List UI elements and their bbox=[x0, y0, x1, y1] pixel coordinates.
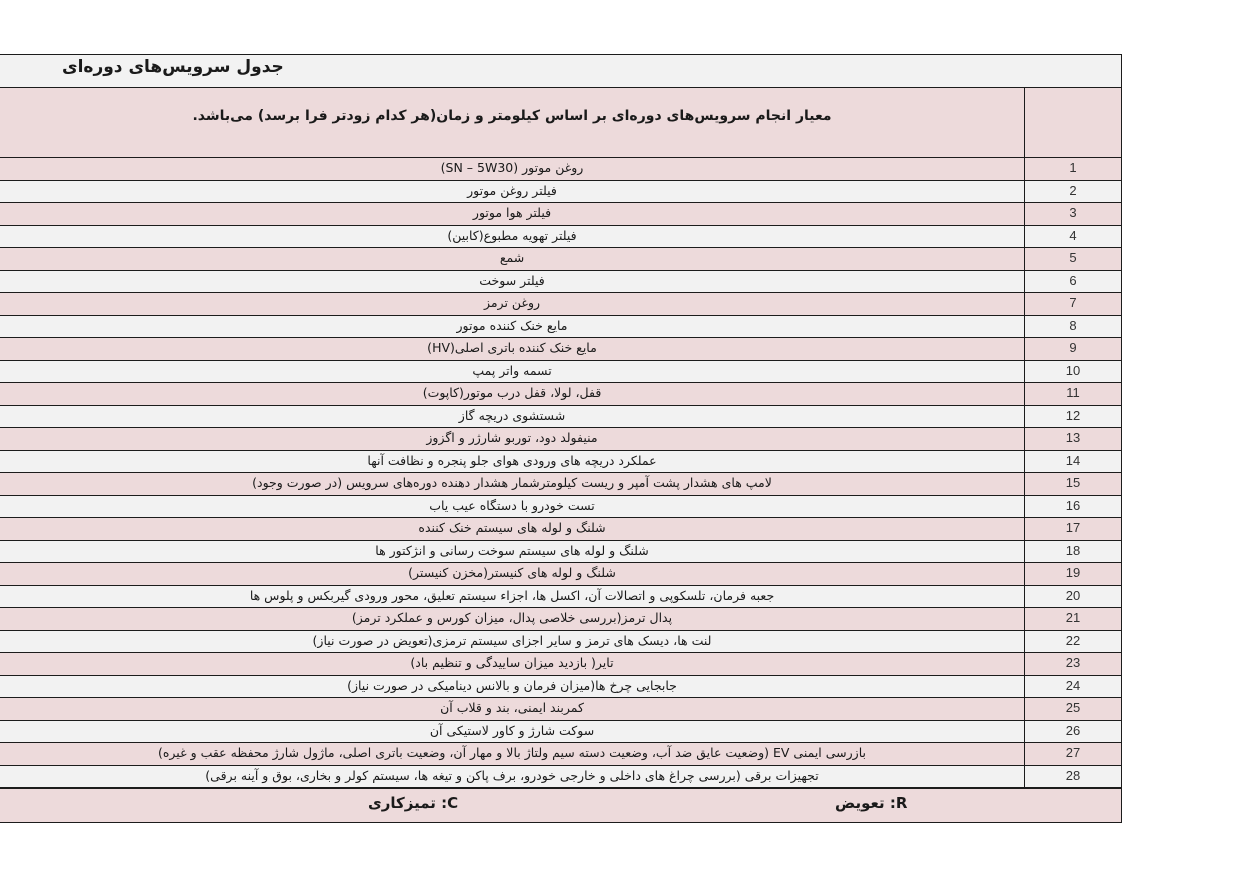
row-number: 26 bbox=[1024, 721, 1121, 743]
table-row bbox=[0, 698, 1121, 721]
row-number: 6 bbox=[1024, 271, 1121, 293]
row-number: 14 bbox=[1024, 451, 1121, 473]
service-item: تجهیزات برقی (بررسی چراغ های داخلی و خارجی خودرو، برف پاکن و تیغه ها، سیستم کولر و بخاری، بوق و آینه برقی) bbox=[205, 767, 819, 783]
table-row bbox=[0, 181, 1121, 204]
row-number: 15 bbox=[1024, 473, 1121, 495]
service-item: سوکت شارژ و کاور لاستیکی آن bbox=[429, 722, 595, 738]
row-number: 20 bbox=[1024, 586, 1121, 608]
table-header-row bbox=[0, 88, 1121, 158]
table-row bbox=[0, 406, 1121, 429]
row-number: 19 bbox=[1024, 563, 1121, 585]
row-number: 3 bbox=[1024, 203, 1121, 225]
service-item: فیلتر سوخت bbox=[479, 272, 545, 288]
service-item: منیفولد دود، توربو شارژر و اگزوز bbox=[426, 430, 598, 445]
service-item: مایع خنک کننده باتری اصلی(HV) bbox=[427, 340, 597, 355]
row-number: 18 bbox=[1024, 541, 1121, 563]
table-row bbox=[0, 586, 1121, 609]
service-item: بازرسی ایمنی EV (وضعیت عایق ضد آب، وضعیت دسته سیم ولتاژ بالا و مهار آن، وضعیت باتری اصلی، ماژول شارژ محفظه عقب و غیره) bbox=[157, 745, 867, 760]
table-row bbox=[0, 203, 1121, 226]
row-number: 28 bbox=[1024, 766, 1121, 788]
service-item: شلنگ و لوله های سیستم سوخت رسانی و انژکتور ها bbox=[375, 542, 649, 558]
row-number: 10 bbox=[1024, 361, 1121, 383]
service-item: شلنگ و لوله های سیستم خنک کننده bbox=[418, 520, 606, 535]
table-row bbox=[0, 608, 1121, 631]
table-row bbox=[0, 766, 1121, 789]
table-row bbox=[0, 541, 1121, 564]
table-row bbox=[0, 428, 1121, 451]
row-number: 5 bbox=[1024, 248, 1121, 270]
header-number-cell bbox=[1024, 88, 1121, 157]
row-number: 8 bbox=[1024, 316, 1121, 338]
row-number: 2 bbox=[1024, 181, 1121, 203]
legend-clean: C: تمیزکاری bbox=[368, 794, 459, 812]
row-number: 9 bbox=[1024, 338, 1121, 360]
service-item: جابجایی چرخ ها(میزان فرمان و بالانس دینامیکی در صورت نیاز) bbox=[347, 677, 677, 693]
table-title-row bbox=[0, 55, 1121, 88]
service-item: جعبه فرمان، تلسکوپی و اتصالات آن، اکسل ها، اجزاء سیستم تعلیق، محور ورودی گیربکس و پلوس ها bbox=[249, 587, 775, 603]
row-number: 22 bbox=[1024, 631, 1121, 653]
service-item: تایر( بازدید میزان ساییدگی و تنظیم باد) bbox=[410, 655, 614, 670]
service-item: مایع خنک کننده موتور bbox=[456, 317, 568, 333]
table-row bbox=[0, 451, 1121, 474]
header-description: معیار انجام سرویس‌های دوره‌ای بر اساس کیلومتر و زمان(هر کدام زودتر فرا برسد) می‌باشد. bbox=[192, 108, 832, 124]
row-number: 21 bbox=[1024, 608, 1121, 630]
service-item: شلنگ و لوله های کنیستر(مخزن کنیستر) bbox=[408, 565, 616, 580]
service-item: پدال ترمز(بررسی خلاصی پدال، میزان کورس و عملکرد ترمز) bbox=[351, 610, 673, 625]
table-row bbox=[0, 743, 1121, 766]
row-number: 11 bbox=[1024, 383, 1121, 405]
row-number: 27 bbox=[1024, 743, 1121, 765]
table-body bbox=[0, 158, 1121, 788]
row-number: 16 bbox=[1024, 496, 1121, 518]
table-row bbox=[0, 383, 1121, 406]
service-item: لامپ های هشدار پشت آمپر و ریست کیلومترشمار هشدار دهنده دوره‌های سرویس (در صورت وجود) bbox=[252, 475, 772, 490]
table-row bbox=[0, 248, 1121, 271]
service-item: تسمه واتر پمپ bbox=[472, 362, 552, 378]
table-row bbox=[0, 518, 1121, 541]
service-item: شستشوی دریچه گاز bbox=[458, 407, 566, 423]
row-number: 13 bbox=[1024, 428, 1121, 450]
row-number: 23 bbox=[1024, 653, 1121, 675]
row-number: 24 bbox=[1024, 676, 1121, 698]
table-row bbox=[0, 293, 1121, 316]
row-number: 4 bbox=[1024, 226, 1121, 248]
service-item: لنت ها، دیسک های ترمز و سایر اجزای سیستم ترمزی(تعویض در صورت نیاز) bbox=[312, 632, 712, 648]
legend-replace: R: تعویض bbox=[835, 794, 908, 812]
row-number: 1 bbox=[1024, 158, 1121, 180]
table-row bbox=[0, 721, 1121, 744]
service-item: کمربند ایمنی، بند و قلاب آن bbox=[440, 700, 584, 715]
periodic-service-table bbox=[0, 54, 1122, 823]
legend-row bbox=[0, 788, 1121, 822]
table-row bbox=[0, 316, 1121, 339]
service-item: فیلتر تهویه مطبوع(کابین) bbox=[447, 227, 577, 243]
table-row bbox=[0, 271, 1121, 294]
service-item: فیلتر روغن موتور bbox=[467, 182, 557, 198]
table-row bbox=[0, 653, 1121, 676]
service-item: عملکرد دریچه های ورودی هوای جلو پنجره و نظافت آنها bbox=[367, 452, 657, 468]
row-number: 25 bbox=[1024, 698, 1121, 720]
table-row bbox=[0, 563, 1121, 586]
row-number: 12 bbox=[1024, 406, 1121, 428]
table-row bbox=[0, 338, 1121, 361]
service-item: تست خودرو با دستگاه عیب یاب bbox=[429, 497, 595, 513]
table-row bbox=[0, 361, 1121, 384]
row-number: 7 bbox=[1024, 293, 1121, 315]
table-row bbox=[0, 473, 1121, 496]
table-row bbox=[0, 158, 1121, 181]
table-row bbox=[0, 226, 1121, 249]
service-item: فیلتر هوا موتور bbox=[472, 205, 552, 220]
service-item: قفل، لولا، قفل درب موتور(کاپوت) bbox=[422, 385, 602, 400]
service-item: روغن موتور (SN – 5W30) bbox=[440, 160, 584, 175]
table-title: جدول سرویس‌های دوره‌ای bbox=[62, 57, 284, 77]
table-row bbox=[0, 676, 1121, 699]
service-item: روغن ترمز bbox=[483, 295, 541, 310]
table-row bbox=[0, 496, 1121, 519]
row-number: 17 bbox=[1024, 518, 1121, 540]
service-item: شمع bbox=[499, 250, 525, 265]
table-row bbox=[0, 631, 1121, 654]
